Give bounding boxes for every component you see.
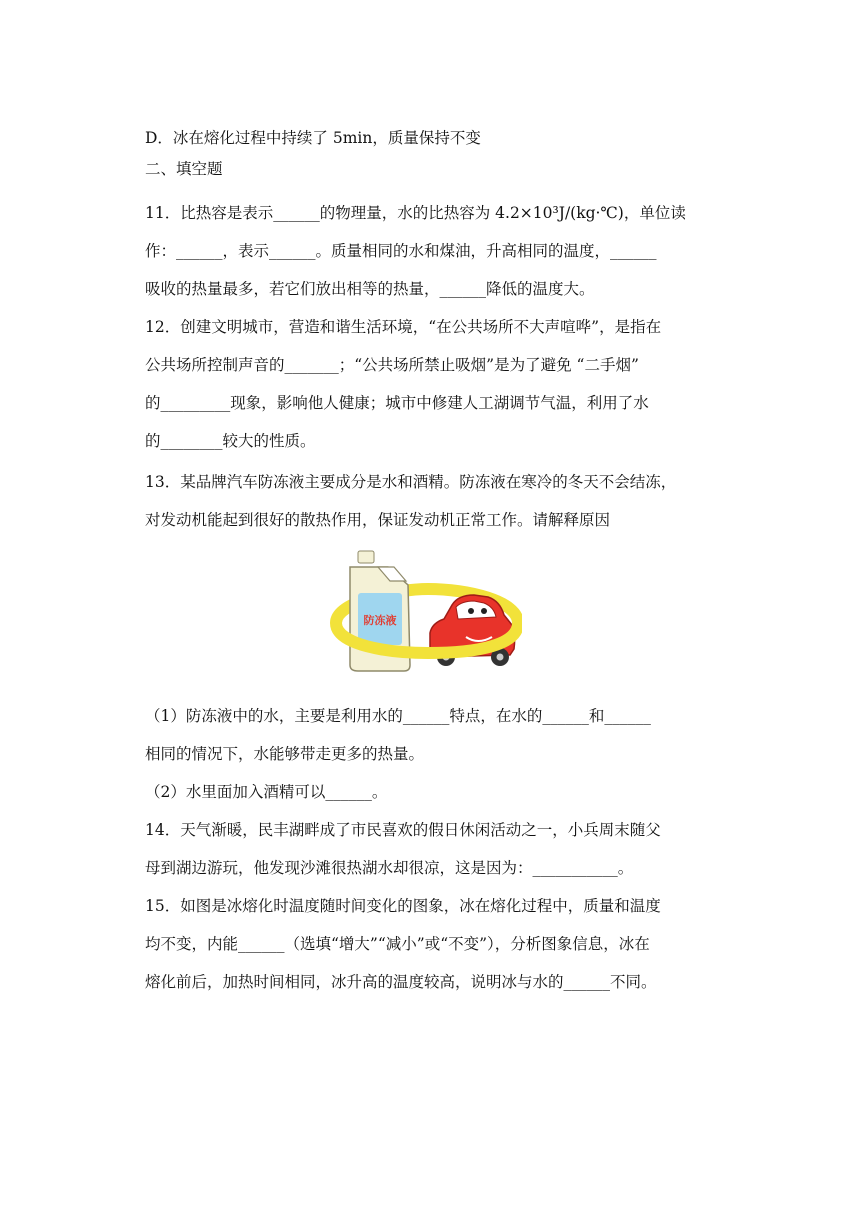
q13-line-1: 13．某品牌汽车防冻液主要成分是水和酒精。防冻液在寒冷的冬天不会结冻，	[145, 473, 677, 491]
q12-line-4: 的________较大的性质。	[145, 432, 316, 450]
q11-line-2: 作：______，表示______。质量相同的水和煤油，升高相同的温度，______	[145, 242, 657, 260]
q15-line-2: 均不变，内能______（选填“增大”“减小”或“不变”），分析图象信息，冰在	[145, 935, 650, 953]
q13-sub2-line: （2）水里面加入酒精可以______。	[145, 783, 388, 801]
antifreeze-figure	[328, 545, 522, 675]
bottle-label-text: 防冻液	[363, 614, 397, 627]
q14-line-2: 母到湖边游玩，他发现沙滩很热湖水却很凉，这是因为：___________。	[145, 859, 634, 877]
q12-line-1: 12．创建文明城市，营造和谐生活环境，“在公共场所不大声喧哗”，是指在	[145, 318, 662, 336]
q13-sub1-line-2: 相同的情况下，水能够带走更多的热量。	[145, 745, 425, 763]
q11-line-1: 11．比热容是表示______的物理量，水的比热容为 4.2×10³J/(kg·℃)，单位读	[145, 204, 686, 222]
q12-line-3: 的_________现象，影响他人健康；城市中修建人工湖调节气温，利用了水	[145, 394, 649, 412]
q14-line-1: 14．天气渐暖，民丰湖畔成了市民喜欢的假日休闲活动之一，小兵周末随父	[145, 821, 661, 839]
q13-sub1-line-1: （1）防冻液中的水，主要是利用水的______特点，在水的______和______	[145, 707, 651, 725]
q13-line-2: 对发动机能起到很好的散热作用，保证发动机正常工作。请解释原因	[145, 511, 611, 529]
option-d-text: D．冰在熔化过程中持续了 5min，质量保持不变	[145, 129, 481, 147]
q11-line-3: 吸收的热量最多，若它们放出相等的热量，______降低的温度大。	[145, 280, 595, 298]
q15-line-3: 熔化前后，加热时间相同，冰升高的温度较高，说明冰与水的______不同。	[145, 973, 657, 991]
q12-line-2: 公共场所控制声音的_______；“公共场所禁止吸烟”是为了避免 “二手烟”	[145, 356, 639, 374]
section-heading-fill-in: 二、填空题	[145, 160, 223, 178]
q15-line-1: 15．如图是冰熔化时温度随时间变化的图象，冰在熔化过程中，质量和温度	[145, 897, 661, 915]
